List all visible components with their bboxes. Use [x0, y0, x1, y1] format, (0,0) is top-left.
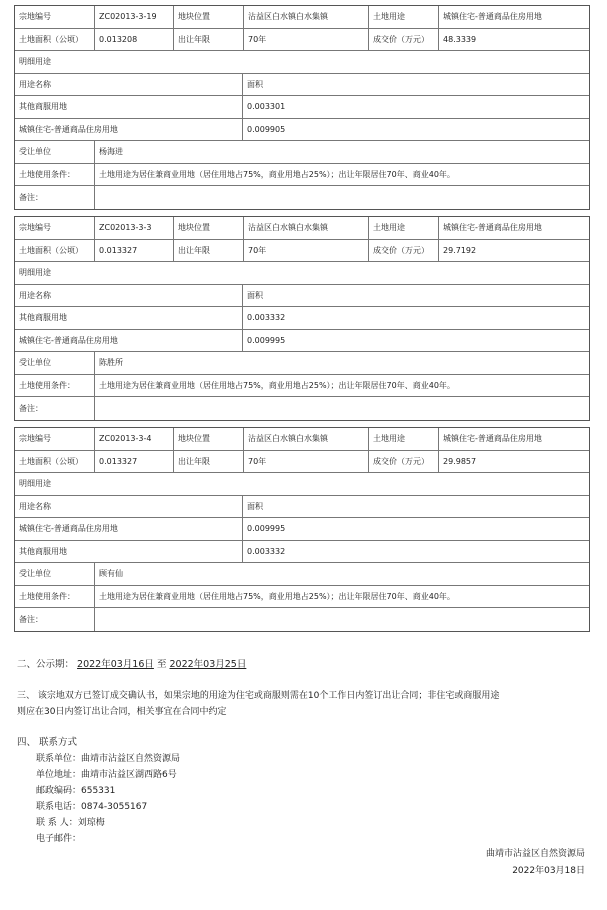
location-label: 地块位置 [174, 217, 244, 239]
signature-date: 2022年03月18日 [512, 866, 585, 876]
area-label: 土地面积（公顷） [15, 240, 95, 262]
detail-use-name: 其他商服用地 [15, 96, 243, 118]
use-name-header: 用途名称 [15, 496, 243, 518]
parcel-row-area [15, 451, 589, 474]
parcel-no-value: ZC02013-3-3 [95, 217, 174, 239]
contact-address: 单位地址：曲靖市沾益区湖西路6号 [36, 770, 177, 780]
winner-label: 受让单位 [15, 563, 95, 585]
detail-row [15, 96, 589, 119]
detail-row [15, 119, 589, 142]
conditions-label: 土地使用条件： [15, 586, 95, 608]
term-label: 出让年限 [174, 29, 244, 51]
notice-item4-heading: 四、 联系方式 [17, 737, 78, 748]
area-header: 面积 [247, 501, 263, 511]
parcel-row-area [15, 29, 589, 52]
remarks-label: 备注： [15, 397, 95, 420]
area-value: 0.013208 [95, 29, 174, 51]
detail-use-name: 其他商服用地 [15, 541, 243, 563]
land-use-value: 城镇住宅-普通商品住房用地 [443, 12, 542, 22]
use-name-header: 用途名称 [15, 74, 243, 96]
detail-area: 0.003301 [247, 102, 286, 112]
contact-unit: 联系单位：曲靖市沾益区自然资源局 [36, 754, 181, 764]
remarks-label: 备注： [15, 186, 95, 209]
winner-label: 受让单位 [15, 141, 95, 163]
contact-person: 联 系 人：刘琼梅 [36, 818, 105, 828]
detail-columns-row [15, 74, 589, 97]
detail-header-row [15, 51, 589, 74]
winner-value: 顾有仙 [99, 569, 123, 579]
parcel-row-area [15, 240, 589, 263]
detail-row [15, 330, 589, 353]
remarks-row [15, 397, 589, 420]
remarks-label: 备注： [15, 608, 95, 631]
location-value: 沾益区白水镇白水集镇 [244, 217, 369, 239]
parcel-no-label: 宗地编号 [15, 6, 95, 28]
parcel-table-3 [14, 427, 590, 632]
parcel-no-value: ZC02013-3-4 [95, 428, 174, 450]
detail-area: 0.003332 [247, 313, 286, 323]
area-label: 土地面积（公顷） [15, 29, 95, 51]
parcel-no-value: ZC02013-3-19 [95, 6, 174, 28]
winner-value: 陈胜所 [99, 358, 123, 368]
remarks-value [95, 186, 589, 209]
detail-label: 明细用途 [19, 268, 51, 278]
conditions-label: 土地使用条件： [15, 164, 95, 186]
land-use-label: 土地用途 [369, 217, 439, 239]
use-name-header: 用途名称 [15, 285, 243, 307]
conditions-label: 土地使用条件： [15, 375, 95, 397]
parcel-table-2 [14, 216, 590, 421]
detail-label: 明细用途 [19, 479, 51, 489]
price-label: 成交价（万元） [369, 240, 439, 262]
detail-area: 0.003332 [247, 546, 286, 556]
detail-row [15, 307, 589, 330]
winner-label: 受让单位 [15, 352, 95, 374]
location-value: 沾益区白水镇白水集镇 [244, 428, 369, 450]
detail-columns-row [15, 285, 589, 308]
remarks-value [95, 397, 589, 420]
winner-row [15, 141, 589, 164]
price-value: 29.9857 [443, 456, 477, 466]
price-label: 成交价（万元） [369, 451, 439, 473]
remarks-row [15, 608, 589, 631]
location-label: 地块位置 [174, 428, 244, 450]
term-value: 70年 [244, 240, 369, 262]
parcel-no-label: 宗地编号 [15, 217, 95, 239]
term-label: 出让年限 [174, 451, 244, 473]
remarks-row [15, 186, 589, 209]
conditions-value: 土地用途为居住兼商业用地（居住用地占75%，商业用地占25%）；出让年限居住70年、商业40年。 [99, 169, 455, 179]
signature-org: 曲靖市沾益区自然资源局 [485, 849, 585, 859]
conditions-row [15, 375, 589, 398]
location-value: 沾益区白水镇白水集镇 [244, 6, 369, 28]
parcel-row-basic [15, 217, 589, 240]
term-value: 70年 [244, 451, 369, 473]
detail-use-name: 城镇住宅-普通商品住房用地 [15, 119, 243, 141]
land-use-label: 土地用途 [369, 6, 439, 28]
land-use-label: 土地用途 [369, 428, 439, 450]
conditions-row [15, 586, 589, 609]
term-label: 出让年限 [174, 240, 244, 262]
winner-row [15, 563, 589, 586]
area-header: 面积 [247, 290, 263, 300]
contact-phone: 联系电话：0874-3055167 [36, 802, 148, 812]
area-header: 面积 [247, 79, 263, 89]
period-end-date: 2022年03月25日 [169, 659, 247, 670]
notice-item3-line1: 三、 该宗地双方已签订成交确认书，如果宗地的用途为住宅或商服则需在10个工作日内签订出让合同；非住宅或商服用途 [17, 691, 500, 701]
parcel-row-basic [15, 6, 589, 29]
parcel-row-basic [15, 428, 589, 451]
contact-email: 电子邮件： [36, 834, 82, 844]
winner-value: 杨海进 [99, 147, 123, 157]
area-value: 0.013327 [95, 451, 174, 473]
term-value: 70年 [244, 29, 369, 51]
detail-use-name: 城镇住宅-普通商品住房用地 [15, 330, 243, 352]
price-value: 48.3339 [443, 34, 477, 44]
land-use-value: 城镇住宅-普通商品住房用地 [443, 434, 542, 444]
period-prefix: 二、公示期： [17, 659, 75, 670]
location-label: 地块位置 [174, 6, 244, 28]
area-value: 0.013327 [95, 240, 174, 262]
contact-postcode: 邮政编码：655331 [36, 786, 116, 796]
detail-use-name: 城镇住宅-普通商品住房用地 [15, 518, 243, 540]
detail-area: 0.009905 [247, 124, 286, 134]
price-value: 29.7192 [443, 245, 477, 255]
detail-columns-row [15, 496, 589, 519]
detail-area: 0.009995 [247, 335, 286, 345]
parcel-no-label: 宗地编号 [15, 428, 95, 450]
parcel-table-1 [14, 5, 590, 210]
detail-row [15, 518, 589, 541]
conditions-row [15, 164, 589, 187]
winner-row [15, 352, 589, 375]
detail-use-name: 其他商服用地 [15, 307, 243, 329]
notice-period [17, 656, 246, 670]
period-to: 至 [156, 659, 167, 670]
detail-header-row [15, 262, 589, 285]
period-start-date: 2022年03月16日 [77, 659, 154, 670]
detail-row [15, 541, 589, 564]
area-label: 土地面积（公顷） [15, 451, 95, 473]
price-label: 成交价（万元） [369, 29, 439, 51]
conditions-value: 土地用途为居住兼商业用地（居住用地占75%，商业用地占25%）；出让年限居住70年、商业40年。 [99, 591, 455, 601]
land-use-value: 城镇住宅-普通商品住房用地 [443, 223, 542, 233]
conditions-value: 土地用途为居住兼商业用地（居住用地占75%，商业用地占25%）；出让年限居住70年、商业40年。 [99, 380, 455, 390]
remarks-value [95, 608, 589, 631]
detail-area: 0.009995 [247, 524, 286, 534]
detail-header-row [15, 473, 589, 496]
notice-item3-line2: 则应在30日内签订出让合同，相关事宜在合同中约定 [17, 707, 227, 717]
detail-label: 明细用途 [19, 57, 51, 67]
